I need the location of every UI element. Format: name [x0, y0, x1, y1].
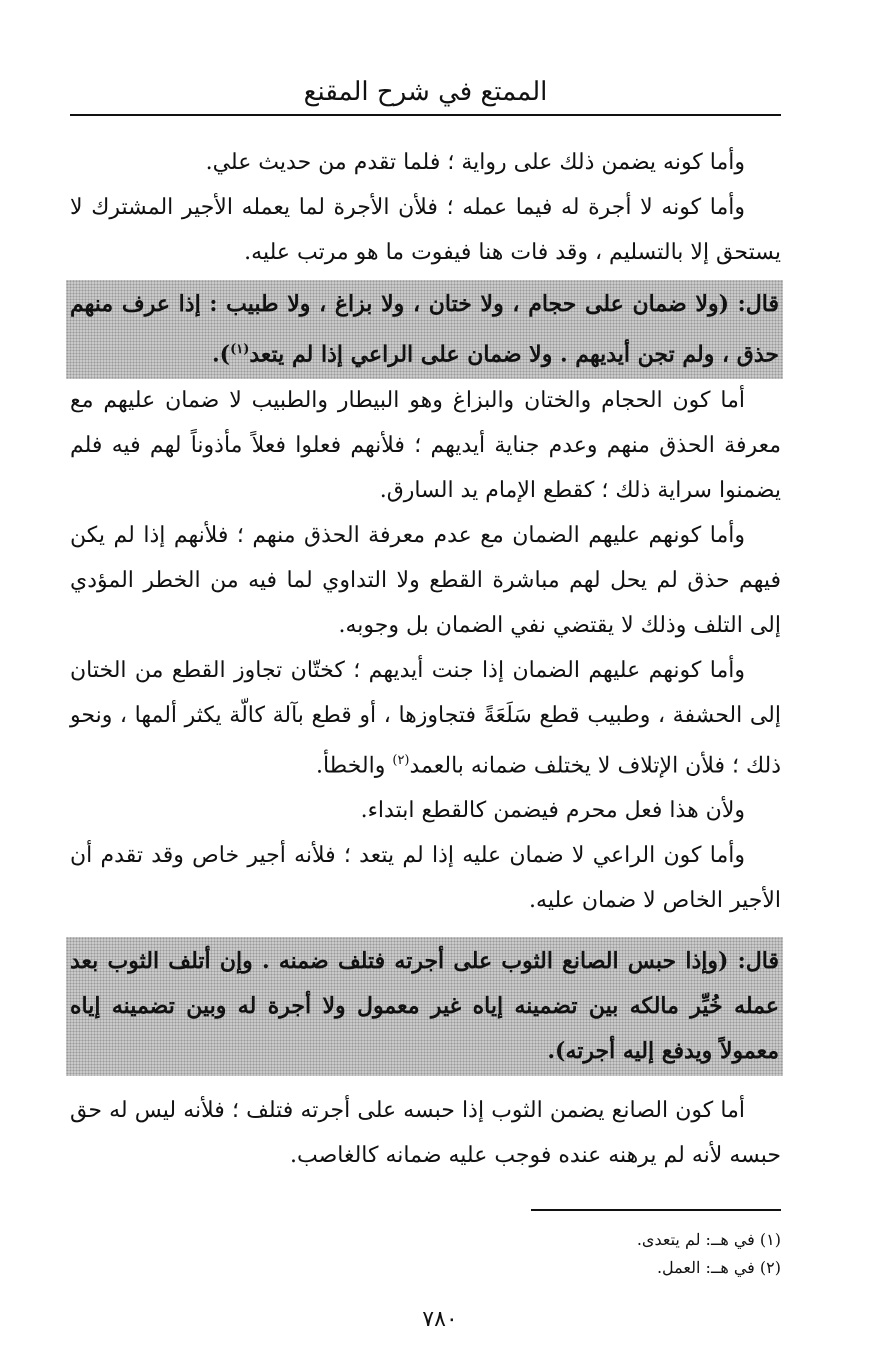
quote-1-body: قال: (ولا ضمان على حجام ، ولا ختان ، ولا بزاغ ، ولا طبيب : إذا عرف منهم حذق ، ولم تجن أيديهم . ولا ضمان على الراعي إذا لم يتعد	[70, 291, 779, 368]
footnote-rule	[531, 1209, 781, 1211]
footnote-2: (٢) في هــ: العمل.	[656, 1258, 781, 1277]
highlighted-quote-2	[66, 937, 783, 1076]
paragraph-8: أما كون الصانع يضمن الثوب إذا حبسه على أجرته فتلف ؛ فلأنه ليس له حق حبسه لأنه لم يرهنه عنده فوجب عليه ضمانه كالغاصب.	[70, 1098, 781, 1168]
body-section-3	[70, 1088, 781, 1178]
paragraph-7: وأما كون الراعي لا ضمان عليه إذا لم يتعد ؛ فلأنه أجير خاص وقد تقدم أن الأجير الخاص لا ضمان عليه.	[70, 843, 781, 914]
paragraph-5-end: والخطأ.	[315, 753, 393, 779]
quote-2-text: قال: (وإذا حبس الصانع الثوب على أجرته فتلف ضمنه . وإن أتلف الثوب بعد عمله خُيِّر مالكه بين تضمينه إياه غير معمول ولا أجرة له وبين تضمينه إياه معمولاً ويدفع إليه أجرته).	[70, 948, 779, 1064]
paragraph-3: أما كون الحجام والختان والبزاغ وهو البيطار والطبيب لا ضمان عليهم مع معرفة الحذق منهم وعدم جناية أيديهم ؛ فلأنهم فعلوا فعلاً مأذوناً لهم فيه فلم يضمنوا سراية ذلك ؛ كقطع الإمام يد السارق.	[70, 388, 781, 503]
body-section-1	[70, 140, 781, 275]
highlighted-quote-1	[66, 280, 783, 379]
paragraph-1: وأما كونه يضمن ذلك على رواية ؛ فلما تقدم من حديث علي.	[205, 150, 745, 175]
quote-1-end: ).	[212, 341, 231, 368]
paragraph-2: وأما كونه لا أجرة له فيما عمله ؛ فلأن الأجرة لما يعمله الأجير المشترك لا يستحق إلا بالتسليم ، وقد فات هنا فيفوت ما هو مرتب عليه.	[70, 195, 781, 265]
paragraph-5	[70, 648, 781, 788]
header-rule	[70, 114, 781, 116]
footnote-1: (١) في هــ: لم يتعدى.	[636, 1230, 781, 1249]
footnote-mark-2: (٢)	[392, 753, 410, 768]
body-section-2	[70, 378, 781, 923]
paragraph-6: ولأن هذا فعل محرم فيضمن كالقطع ابتداء.	[360, 798, 745, 824]
paragraph-4: وأما كونهم عليهم الضمان مع عدم معرفة الحذق منهم ؛ فلأنهم إذا لم يكن فيهم حذق لم يحل لهم مباشرة القطع ولا التداوي لما فيه من الخطر المؤدي إلى التلف وذلك لا يقتضي نفي الضمان بل وجوبه.	[70, 523, 781, 638]
paragraph-5-body: وأما كونهم عليهم الضمان إذا جنت أيديهم ؛ كختّان تجاوز القطع من الختان إلى الحشفة ، وطبيب قطع سَلَعَةً فتجاوزها ، أو قطع بآلة كالّة يكثر ألمها ، ونحو ذلك ؛ فلأن الإتلاف لا يختلف ضمانه بالعمد	[70, 658, 781, 779]
footnote-mark-1: (١)	[230, 342, 250, 357]
running-header: الممتع في شرح المقنع	[303, 77, 548, 107]
page-number: ٧٨٠	[422, 1307, 458, 1332]
footnotes	[430, 1226, 781, 1282]
quote-1-text	[70, 282, 779, 377]
